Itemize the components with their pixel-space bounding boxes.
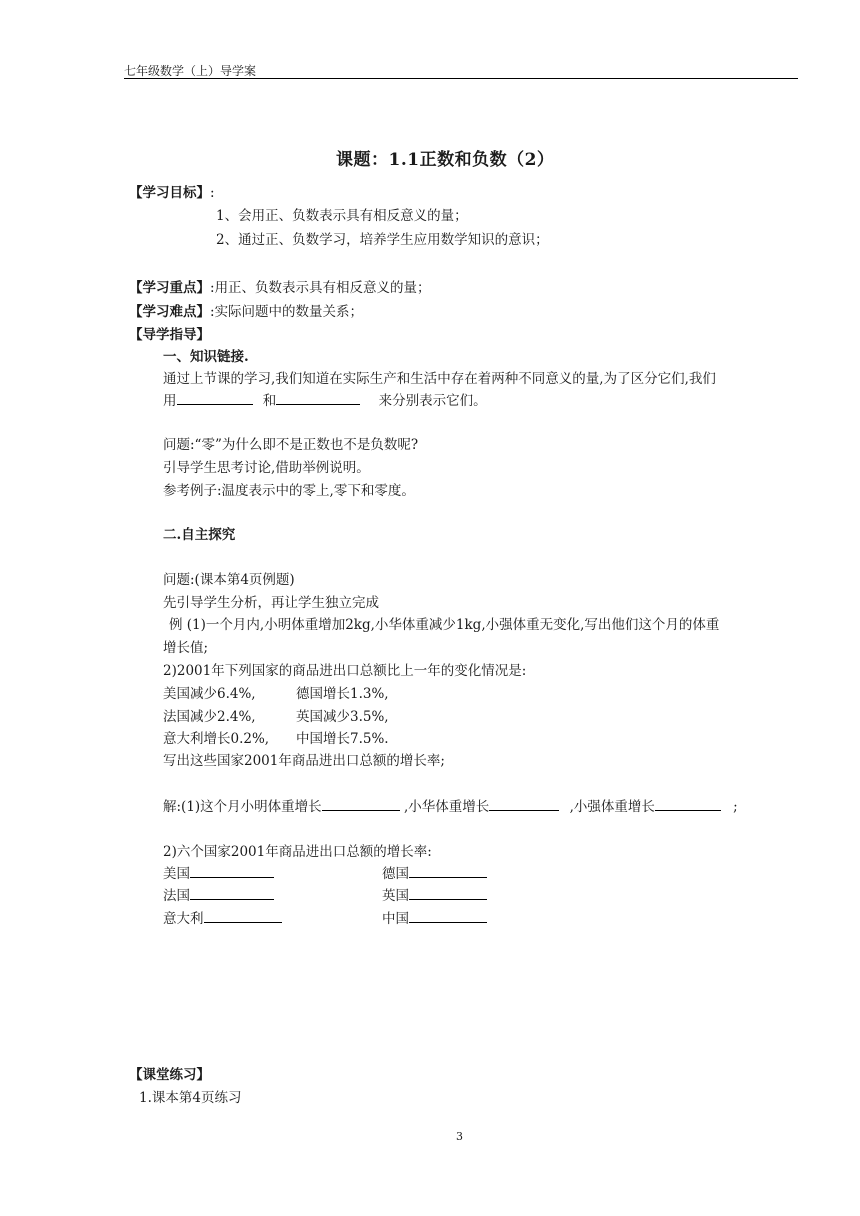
answer-blank[interactable] [489, 798, 559, 811]
objective-2: 2、通过正、负数学习，培养学生应用数学知识的意识； [216, 232, 549, 248]
answer-line: 中国 [382, 907, 487, 927]
solution-1: 解:(1)这个月小明体重增长 ,小华体重增长 ,小强体重增长 ; [163, 799, 738, 815]
answer-blank[interactable] [190, 887, 274, 900]
section1-line1: 通过上节课的学习,我们知道在实际生产和生活中存在着两种不同意义的量,为了区分它们,我们 [163, 371, 716, 387]
country-change: 意大利增长0.2%, [163, 731, 270, 747]
key-point: 【学习重点】:用正、负数表示具有相反意义的量； [129, 280, 431, 296]
problem-label: 问题:(课本第4页例题) [163, 572, 295, 588]
answer-blank[interactable] [409, 910, 487, 923]
problem-intro: 先引导学生分析，再让学生独立完成 [163, 595, 379, 611]
country-change: 中国增长7.5%. [296, 731, 389, 747]
example-1-line2: 增长值; [163, 640, 209, 656]
answer-blank[interactable] [655, 798, 721, 811]
guide-heading: 【导学指导】 [129, 327, 210, 343]
answer-line: 德国 [382, 862, 487, 882]
country-change: 英国减少3.5%, [296, 709, 389, 725]
section1-title: 一、知识链接. [163, 349, 249, 365]
section1-line2: 用 和 来分别表示它们。 [163, 393, 487, 409]
example-1-line1: 例 (1)一个月内,小明体重增加2kg,小华体重减少1kg,小强体重无变化,写出他们这个月的体重 [169, 617, 720, 633]
answer-line: 英国 [382, 884, 487, 904]
page-title: 课题：1.1正数和负数（2） [336, 150, 555, 170]
page-number: 3 [456, 1130, 463, 1143]
objective-1: 1、会用正、负数表示具有相反意义的量； [216, 208, 468, 224]
country-change: 美国减少6.4%, [163, 686, 256, 702]
practice-heading: 【课堂练习】 [129, 1067, 210, 1083]
example-2-question: 写出这些国家2001年商品进出口总额的增长率; [163, 753, 445, 769]
country-change: 德国增长1.3%, [296, 686, 389, 702]
running-header: 七年级数学（上）导学案 [124, 64, 257, 78]
answer-line: 法国 [163, 884, 274, 904]
answer-line: 意大利 [163, 907, 282, 927]
answer-blank[interactable] [190, 865, 274, 878]
question-zero: 问题:“零”为什么即不是正数也不是负数呢? [163, 437, 419, 453]
answer-blank[interactable] [204, 910, 282, 923]
answer-blank[interactable] [409, 865, 487, 878]
difficulty: 【学习难点】:实际问题中的数量关系； [129, 304, 364, 320]
answer-blank[interactable] [276, 392, 360, 405]
answer-line: 美国 [163, 862, 274, 882]
practice-item: 1.课本第4页练习 [139, 1090, 242, 1106]
example-2: 2)2001年下列国家的商品进出口总额比上一年的变化情况是: [163, 663, 527, 679]
answer-blank[interactable] [322, 798, 400, 811]
country-change: 法国减少2.4%, [163, 709, 256, 725]
answer-blank[interactable] [409, 887, 487, 900]
section2-title: 二.自主探究 [163, 527, 236, 543]
example-temperature: 参考例子:温度表示中的零上,零下和零度。 [163, 483, 415, 499]
answer-blank[interactable] [177, 392, 253, 405]
guide-discuss: 引导学生思考讨论,借助举例说明。 [163, 460, 370, 476]
solution-2: 2)六个国家2001年商品进出口总额的增长率: [163, 844, 432, 860]
header-rule [124, 78, 798, 79]
objectives-heading: 【学习目标】: [129, 185, 215, 201]
